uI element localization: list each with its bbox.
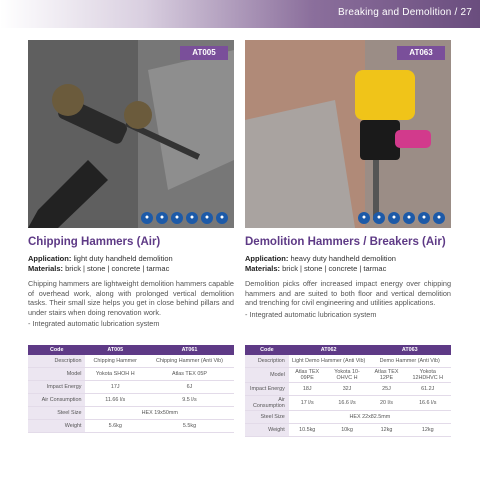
row-label: Steel Size — [245, 411, 289, 424]
table-cell: 18J — [289, 383, 326, 396]
chipping-hammer-spec-table — [28, 345, 234, 433]
application-line — [245, 254, 451, 264]
row-label: Weight — [245, 424, 289, 437]
row-label: Model — [28, 368, 85, 381]
table-row — [28, 368, 234, 381]
table-cell: HEX 22x82.5mm — [289, 411, 451, 424]
table-header: Code — [28, 345, 85, 355]
row-label: Description — [28, 355, 85, 368]
materials-label: Materials: — [245, 264, 281, 273]
table-cell: 20 l/s — [368, 396, 404, 411]
table-cell: Yokota 10-OHVC H — [326, 368, 369, 383]
table-cell: 16.6 l/s — [326, 396, 369, 411]
application-line — [28, 254, 234, 264]
description-paragraph: Demolition picks offer increased impact energy over chipping hammers and are suited to both floor and vertical demolition and trenching for civil engineering and utilities applications. — [245, 279, 451, 308]
table-row — [28, 355, 234, 368]
hard-hat-icon: ● — [141, 212, 153, 224]
materials-value: brick | stone | concrete | tarmac — [65, 264, 170, 273]
goggles-icon: ● — [156, 212, 168, 224]
ppe-icons — [358, 212, 445, 224]
table-cell: 5.5kg — [145, 420, 234, 433]
dust-mask-icon: ● — [403, 212, 415, 224]
table-cell: 12kg — [368, 424, 404, 437]
table-cell: Yokota 12HDHVC H — [405, 368, 451, 383]
table-cell: 6J — [145, 381, 234, 394]
table-header: AT005 — [85, 345, 144, 355]
feature-bullet — [245, 310, 451, 319]
table-cell: Yokota SHOH H — [85, 368, 144, 381]
materials-line — [245, 264, 451, 274]
table-header: AT063 — [368, 345, 451, 355]
chipping-hammer-illustration — [28, 40, 234, 228]
table-cell: 17J — [85, 381, 144, 394]
row-label: Model — [245, 368, 289, 383]
table-cell: 9.5 l/s — [145, 394, 234, 407]
bullet-mark: - — [28, 319, 31, 329]
section-title: Demolition Hammers / Breakers (Air) — [245, 236, 446, 248]
bullet-text: Integrated automatic lubrication system — [249, 309, 377, 319]
table-cell: 17 l/s — [289, 396, 326, 411]
safety-boots-icon: ● — [216, 212, 228, 224]
feature-bullet — [28, 319, 234, 328]
ppe-icons — [141, 212, 228, 224]
table-cell: Demo Hammer (Anti Vib) — [368, 355, 451, 368]
table-row — [28, 420, 234, 433]
safety-boots-icon: ● — [433, 212, 445, 224]
materials-value: brick | stone | concrete | tarmac — [282, 264, 387, 273]
row-label: Weight — [28, 420, 85, 433]
materials-line — [28, 264, 234, 274]
demolition-hammer-photo — [245, 40, 451, 228]
table-cell: 61.2J — [405, 383, 451, 396]
table-cell: Atlas TEX 12PE — [368, 368, 404, 383]
table-cell: 25J — [368, 383, 404, 396]
table-cell: Chipping Hammer (Anti Vib) — [145, 355, 234, 368]
table-cell: Light Demo Hammer (Anti Vib) — [289, 355, 369, 368]
demolition-hammers-section — [245, 236, 451, 319]
table-row — [245, 424, 451, 437]
table-row — [245, 368, 451, 383]
demolition-hammer-illustration — [245, 40, 451, 228]
table-row — [245, 396, 451, 411]
application-value: light duty handheld demolition — [73, 254, 173, 263]
bullet-mark: - — [245, 309, 248, 319]
table-cell: 10.5kg — [289, 424, 326, 437]
table-header: Code — [245, 345, 289, 355]
row-label: Description — [245, 355, 289, 368]
application-label: Application: — [28, 254, 72, 263]
table-cell: 16.6 l/s — [405, 396, 451, 411]
table-header: AT062 — [289, 345, 369, 355]
chipping-hammers-section — [28, 236, 234, 328]
gloves-icon: ● — [418, 212, 430, 224]
table-cell: 32J — [326, 383, 369, 396]
table-cell: Chipping Hammer — [85, 355, 144, 368]
chipping-hammer-photo — [28, 40, 234, 228]
section-title: Chipping Hammers (Air) — [28, 236, 161, 248]
header-title: Breaking and Demolition / 27 — [337, 7, 472, 18]
table-cell: Atlas TEX 09PE — [289, 368, 326, 383]
product-code-badge: AT063 — [397, 46, 445, 60]
table-row — [245, 411, 451, 424]
table-row — [245, 355, 451, 368]
table-header-row — [28, 345, 234, 355]
row-label: Air Consumption — [245, 396, 289, 411]
table-cell: Atlas TEX 05P — [145, 368, 234, 381]
page-header — [0, 0, 480, 28]
table-row — [28, 394, 234, 407]
materials-label: Materials: — [28, 264, 64, 273]
table-row — [28, 407, 234, 420]
table-cell: HEX 19x50mm — [85, 407, 234, 420]
table-cell: 10kg — [326, 424, 369, 437]
application-label: Application: — [245, 254, 289, 263]
dust-mask-icon: ● — [186, 212, 198, 224]
row-label: Steel Size — [28, 407, 85, 420]
table-header: AT061 — [145, 345, 234, 355]
row-label: Impact Energy — [28, 381, 85, 394]
row-label: Air Consumption — [28, 394, 85, 407]
product-code-badge: AT005 — [180, 46, 228, 60]
table-header-row — [245, 345, 451, 355]
ear-protection-icon: ● — [171, 212, 183, 224]
demolition-hammer-spec-table — [245, 345, 451, 437]
table-row — [28, 381, 234, 394]
table-cell: 11.66 l/s — [85, 394, 144, 407]
application-value: heavy duty handheld demolition — [290, 254, 396, 263]
table-cell: 12kg — [405, 424, 451, 437]
bullet-text: Integrated automatic lubrication system — [32, 319, 160, 329]
row-label: Impact Energy — [245, 383, 289, 396]
description-paragraph: Chipping hammers are lightweight demolition hammers capable of overhead work, along with prolonged vertical demolition tasks. Their small size helps you get in close behind pillars and under stairs when doing renovation work. — [28, 279, 234, 317]
goggles-icon: ● — [373, 212, 385, 224]
gloves-icon: ● — [201, 212, 213, 224]
hard-hat-icon: ● — [358, 212, 370, 224]
table-row — [245, 383, 451, 396]
ear-protection-icon: ● — [388, 212, 400, 224]
table-cell: 5.6kg — [85, 420, 144, 433]
